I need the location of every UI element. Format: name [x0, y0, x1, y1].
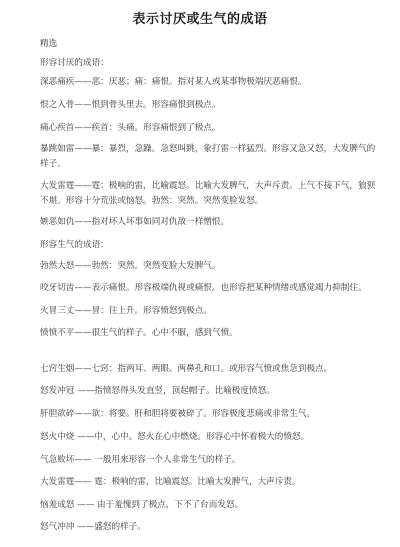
- idiom-entry: 气急败坏—— 一般用来形容一个人非常生气的样子。: [40, 455, 241, 465]
- idiom-entry: 火冒三丈——冒：往上升。形容愤怒到极点。: [40, 306, 212, 316]
- idiom-entry: 咬牙切齿——表示痛恨。形容极端仇视或痛恨。也形容把某种情绪或感觉竭力抑制住。: [40, 283, 367, 293]
- section-heading-angry: 形容生气的成语：: [40, 240, 109, 250]
- idiom-entry: 愤愤不平——很生气的样子。心中不服，感到气愤。: [40, 328, 238, 338]
- idiom-entry: 痛心疾首——疾首：头痛。形容痛恨到了极点。: [40, 123, 221, 133]
- section-heading-dislike: 形容讨厌的成语：: [40, 58, 109, 68]
- idiom-entry: 肝胆欲碎——欲：将要。肝和胆将要被碎了。形容极度悲痛或非常生气。: [40, 409, 316, 419]
- idiom-entry: 怒火中烧 ——中，心中。怒火在心中燃烧。形容心中怀着极大的愤怒。: [40, 432, 310, 442]
- idiom-entry: 恨之入骨——恨到骨头里去。形容痛恨到极点。: [40, 100, 221, 110]
- idiom-entry: 暴跳如雷——暴：暴烈，急躁。急怒叫跳，象打雷一样猛烈。形容又急又怒，大发脾气的样子。: [40, 144, 376, 169]
- subtitle: 精选: [40, 39, 58, 49]
- idiom-entry: 恼羞成怒 —— 由于羞愧到了极点，下不了台而发怒。: [40, 500, 244, 510]
- idiom-entry: 大发雷霆——霆：极响的雷，比喻震怒。比喻大发脾气，大声斥责。上气不接下气，狼狈不堪。形容十分荒张或恼怒。勃然：突然。突然变脸发怒。: [40, 181, 376, 206]
- idiom-entry: 嫉恶如仇——指对坏人坏事如同对仇敌一样憎恨。: [40, 217, 230, 227]
- idiom-entry: 怒气冲冲 ——盛怒的样子。: [40, 522, 146, 532]
- idiom-entry: 七窍生烟——七窍：指两耳、两眼、两鼻孔和口。或形容气愤或焦急到极点。: [40, 364, 333, 374]
- idiom-entry: 大发雷霆—— 霆：极响的雷，比喻震怒。比喻大发脾气，大声斥责。: [40, 477, 301, 487]
- idiom-entry: 深恶痛疾——恶：厌恶；痛：痛恨。指对某人或某事物极端厌恶痛恨。: [40, 77, 307, 87]
- idiom-entry: 勃然大怒——勃然：突然。突然变脸大发脾气。: [40, 261, 221, 271]
- idiom-entry: 怒发冲冠 ——指愤怒得头发直竖，顶起帽子。比喻极度愤怒。: [40, 386, 275, 396]
- document-title: 表示讨厌或生气的成语: [132, 12, 268, 27]
